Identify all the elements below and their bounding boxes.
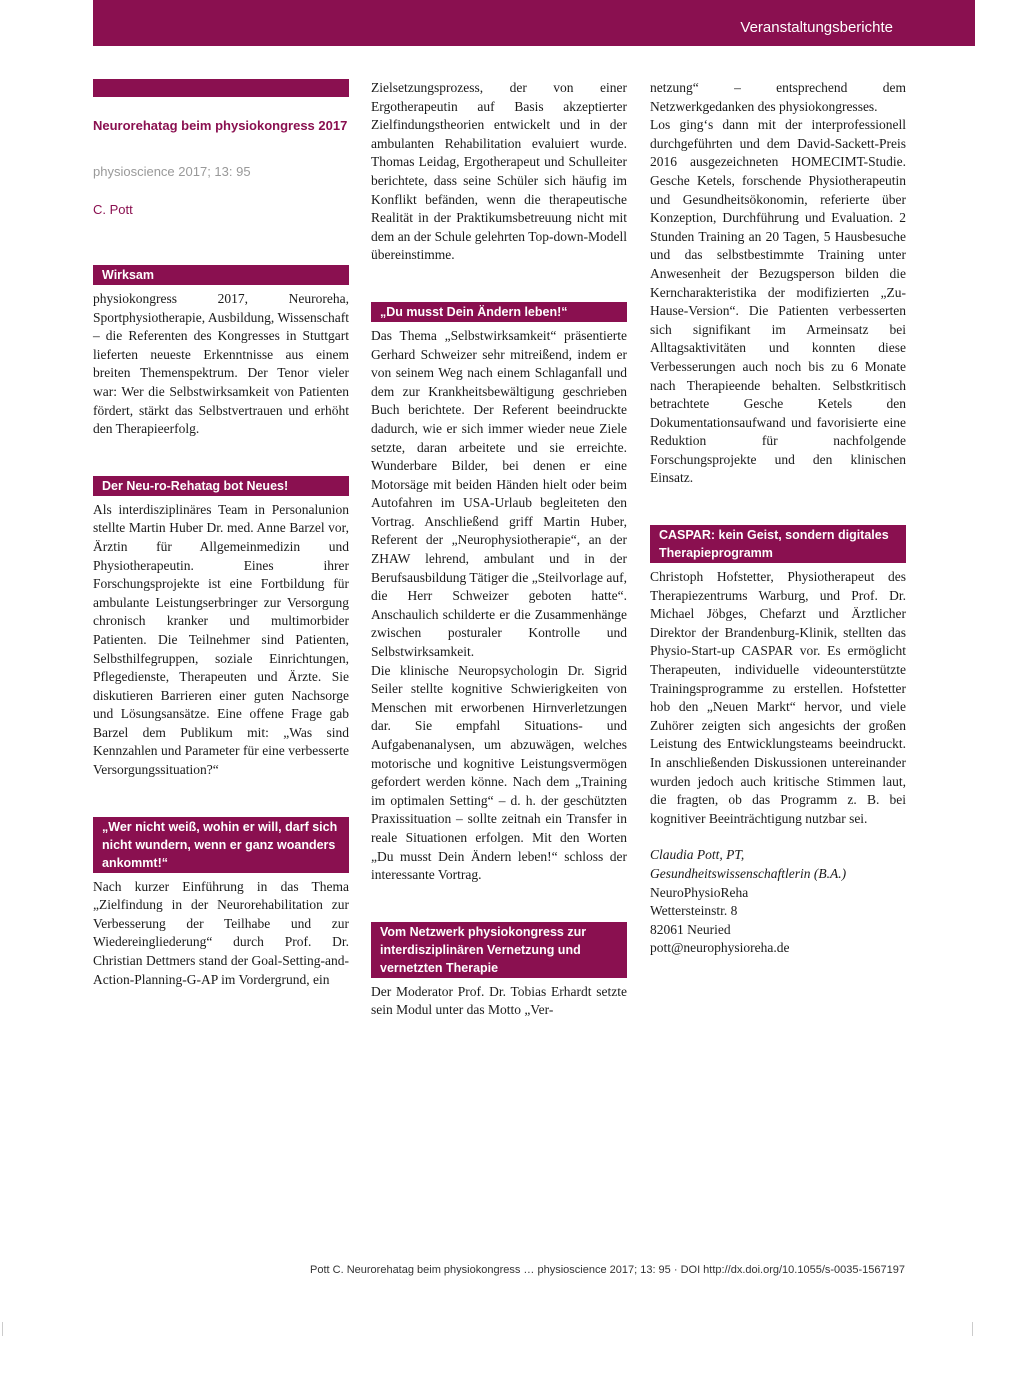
paragraph-netzwerk-3: Los ging‘s dann mit der interprofessionell durchgeführten und dem David-Sackett-Preis 2016 ausgezeichneten HOMECIMT-Studie. Gesche Ketels, forschende Physiotherapeutin und Gesundheitsökonomin, referierte über Konzeption, Durchführung und Evaluation. 2 Stunden Training an 20 Tagen, 5 Hausbesuche und das selbstbestimmte Training unter Anwesenheit der Bezugsperson bilden die Kerncharakteristika der modifizierten „Zu-Hause-Version“. Die Patienten verbesserten sich signifikant im Armeinsatz bei Alltagsaktivitäten und konnten diese Verbesserungen auch noch bis zu 6 Monate nach Therapieende behalten. Selbstkritisch betrachtete Gesche Ketels den Dokumentationsaufwand und favorisierte eine Reduktion für nachfolgende Forschungsprojekte und den klinischen Einsatz.: [650, 117, 906, 486]
author[interactable]: C. Pott: [93, 202, 133, 217]
heading-netzwerk: Vom Netzwerk physiokongress zur interdisziplinären Vernetzung und vernetzten Therapie: [371, 922, 627, 978]
crop-mark-left: [2, 1322, 3, 1336]
paragraph-caspar: Christoph Hofstetter, Physiotherapeut des Therapiezentrums Warburg, und Prof. Dr. Michael Jöbges, Chefarzt und Ärztlicher Direktor der Brandenburg-Klinik, stellten das Physio-Start-up CASPAR vor. Es ermöglicht Therapeuten, individuelle videounterstützte Trainingsprogramme zu erstellen. Hofstetter hob den „Neuen Markt“ hervor, und viele Zuhörer zeigten sich angesichts der großen Leistung des Entwicklungsteams beeindruckt. In anschließenden Diskussionen untereinander wurden jedoch auch kritische Stimmen laut, die fragten, ob das Programm z. B. bei kognitiver Beeinträchtigung nutzbar sei.: [650, 569, 906, 826]
article-title: Neurorehatag beim physiokongress 2017: [93, 118, 348, 133]
column-2: [371, 79, 627, 1020]
column-1: [93, 79, 349, 989]
column-3: [650, 79, 906, 958]
heading-aendern: „Du musst Dein Ändern leben!“: [371, 302, 627, 322]
heading-neues: Der Neu-ro-Rehatag bot Neues!: [93, 476, 349, 496]
page-number: 95: [1007, 19, 1024, 36]
header-bar: [93, 0, 1024, 46]
paragraph-netzwerk-1: Der Moderator Prof. Dr. Tobias Erhardt setzte sein Modul unter das Motto „Ver-: [371, 983, 627, 1018]
crop-mark-right: [972, 1322, 973, 1336]
signature-name: Claudia Pott, PT, Gesundheitswissenschaftlerin (B.A.): [650, 847, 847, 881]
paragraph-wohin-1: Nach kurzer Einführung in das Thema „Zielfindung in der Neurorehabilitation zur Verbesserung der Teilhabe und zur Wiedereingliederung“ durch Prof. Dr. Christian Dettmers stand der Goal-Setting-and-Action-Planning-G-AP im Vordergrund, ein: [93, 878, 349, 987]
signature-street: Wettersteinstr. 8: [650, 903, 738, 919]
paragraph-aendern-1: Das Thema „Selbstwirksamkeit“ präsentierte Gerhard Schweizer sehr mitreißend, indem er von seinem Weg nach einem Schlaganfall und dem zur Krankheitsbewältigung geschrieben Buch berichtete. Der Referent beeindruckte dadurch, wie er sich immer wieder neue Ziele setzte, daran arbeitete und sie erreichte. Wunderbare Bilder, bei denen er eine Motorsäge mit beiden Händen hielt oder beim Autofahren im USA-Urlaub begleiteten den Vortrag. Anschließend griff Martin Huber, Referent der „Neurophysiotherapie“, an der ZHAW lehrend, ambulant und in der Berufsausbildung Tätiger die „Steilvorlage auf, die Herr Schweizer geboten hatte“. Anschaulich schilderte er die Zusammenhänge zwischen posturaler Kontrolle und Selbstwirksamkeit.: [371, 327, 627, 660]
signature-org: NeuroPhysioReha: [650, 884, 749, 900]
signature-email[interactable]: pott@neurophysioreha.de: [650, 940, 790, 956]
paragraph-wirksam: physiokongress 2017, Neuroreha, Sportphysiotherapie, Ausbildung, Wissenschaft – die Referenten des Kongresses in Stuttgart lieferten neueste Erkenntnisse aus einem breiten Themenspektrum. Der Tenor vieler war: Wer die Selbstwirksamkeit von Patienten fördert, stärkt das Selbstvertrauen und erhöht den Therapieerfolg.: [93, 291, 349, 437]
paragraph-netzwerk-2: netzung“ – entsprechend dem Netzwerkgedanken des physiokongresses.: [650, 80, 906, 114]
heading-wohin: „Wer nicht weiß, wohin er will, darf sich nicht wundern, wenn er ganz woanders ankommt!“: [93, 817, 349, 873]
paragraph-neues: Als interdisziplinäres Team in Personalunion stellte Martin Huber Dr. med. Anne Barzel vor, Ärztin für Allgemeinmedizin und Physiotherapeutin. Eines ihrer Forschungsprojekte ist eine Fortbildung für ambulante Leistungserbringer zur Versorgung chronisch kranker und multimorbider Patienten. Die Teilnehmer sind Patienten, Selbsthilfegruppen, soziale Einrichtungen, Pflegedienste, Therapeuten und Ärzte. Sie diskutieren Barrieren einer guten Nachsorge und Lösungsansätze. Eine offene Frage gab Barzel dem Publikum mit: „Was sind Kennzahlen und Parameter für eine verbesserte Versorgungssituation?“: [93, 501, 349, 778]
paragraph-aendern-2: Die klinische Neuropsychologin Dr. Sigrid Seiler stellte kognitive Schwierigkeiten von Menschen mit erworbenen Hirnverletzungen dar. Sie empfahl Situations- und Aufgabenanalysen, um abzuwägen, welches motorische und kognitive Leistungsvermögen gefordert werden könne. Nach dem „Training im optimalen Setting“ – d. h. der geschützten Praxissituation – sollte zeitnah ein Transfer in reale Situationen erfolgen. Mit den Worten „Du musst Dein Ändern leben!“ schloss der interessante Vortrag.: [371, 662, 627, 883]
header-divider: [999, 0, 1001, 46]
meta-bar: [93, 79, 349, 97]
footer-citation: Pott C. Neurorehatag beim physiokongress … physioscience 2017; 13: 95 · DOI http://dx.doi.org/10.1055/s-0035-1567197: [310, 1264, 905, 1276]
section-title: Veranstaltungsberichte: [740, 19, 893, 36]
heading-caspar: CASPAR: kein Geist, sondern digitales Therapieprogramm: [650, 525, 906, 563]
paragraph-wohin-2: Zielsetzungsprozess, der von einer Ergotherapeutin auf Basis akzeptierter Zielfindungstheorien entwickelt und in der ambulanten Rehabilitation evaluiert wurde. Thomas Leidag, Ergotherapeut und Schulleiter berichtete, dass seine Schüler sich häufig im Konflikt befänden, wenn die therapeutische Realität in der Praktikumsbetreuung nicht mit dem an der Schule gelehrten Top-down-Modell übereinstimme.: [371, 80, 627, 263]
signature-city: 82061 Neuried: [650, 921, 731, 937]
citation: physioscience 2017; 13: 95: [93, 164, 251, 179]
heading-wirksam: Wirksam: [93, 265, 349, 285]
